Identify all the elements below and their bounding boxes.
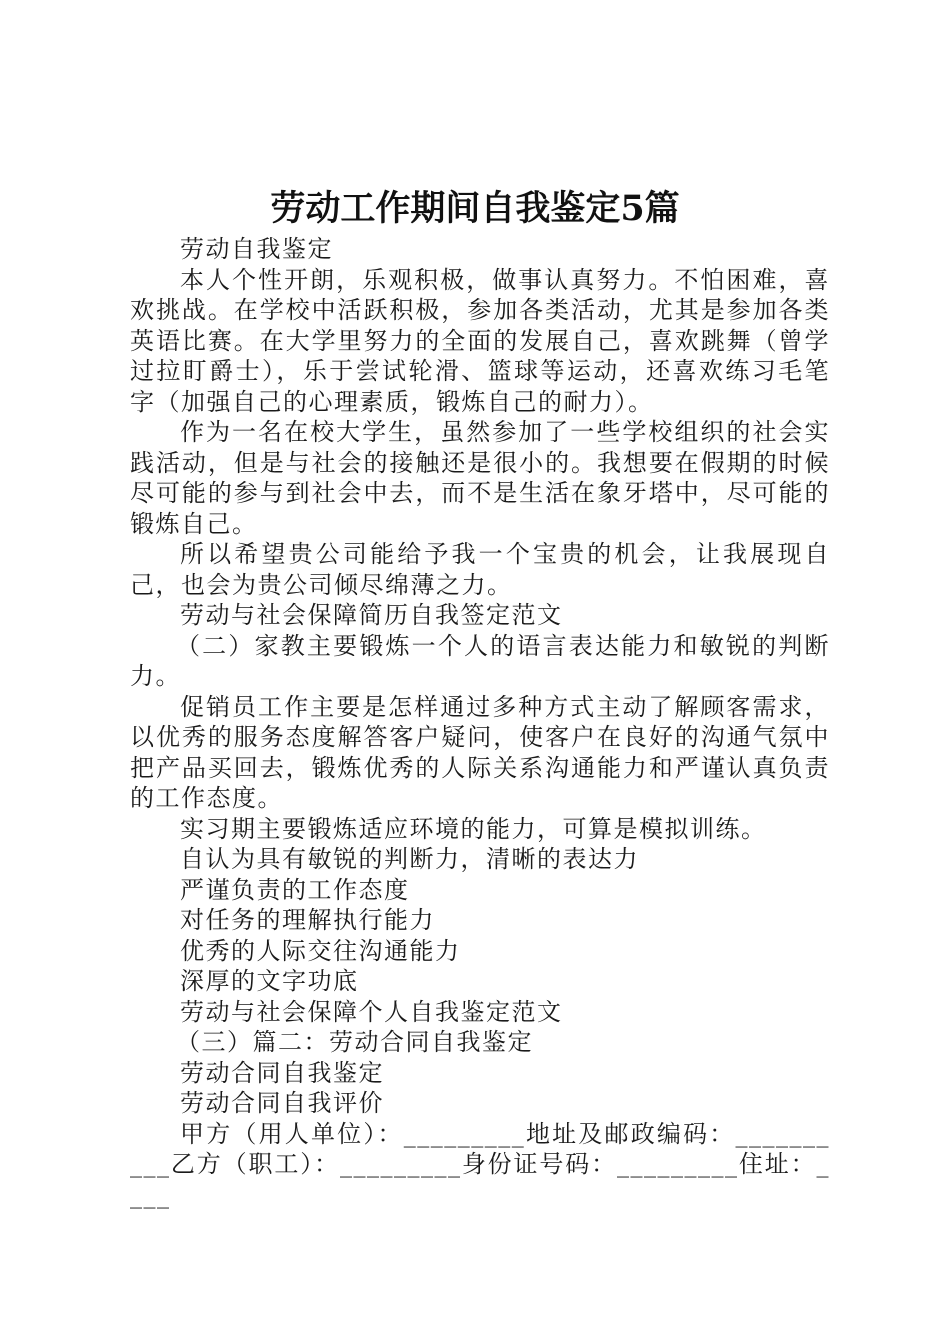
paragraph-tutoring: （二）家教主要锻炼一个人的语言表达能力和敏锐的判断力。 xyxy=(130,631,830,690)
list-item: 优秀的人际交往沟通能力 xyxy=(180,936,461,965)
paragraph-heading-labor-self-assessment: 劳动自我鉴定 xyxy=(180,235,333,263)
paragraph-contract-parties: 甲方（用人单位）：_________地址及邮政编码：__________乙方（职工）：_________身份证号码：_________住址：____ xyxy=(130,1119,830,1209)
paragraph-heading-contract-evaluation: 劳动合同自我评价 xyxy=(180,1089,384,1117)
paragraph-internship: 实习期主要锻炼适应环境的能力，可算是模拟训练。 xyxy=(180,814,767,843)
paragraph-personality: 本人个性开朗，乐观积极，做事认真努力。不怕困难，喜欢挑战。在学校中活跃积极，参加各类活动，尤其是参加各类英语比赛。在大学里努力的全面的发展自己，喜欢跳舞（曾学过拉盯爵士），乐于尝试轮滑、篮球等运动，还喜欢练习毛笔字（加强自己的心理素质，锻炼自己的耐力）。 xyxy=(130,265,830,416)
document-title: 劳动工作期间自我鉴定5篇 xyxy=(270,188,680,229)
paragraph-promoter-work: 促销员工作主要是怎样通过多种方式主动了解顾客需求，以优秀的服务态度解答客户疑问，使客户在良好的沟通气氛中把产品买回去，锻炼优秀的人际关系沟通能力和严谨认真负责的工作态度。 xyxy=(130,692,830,812)
paragraph-heading-personal-sample: 劳动与社会保障个人自我鉴定范文 xyxy=(180,997,563,1026)
list-item: 严谨负责的工作态度 xyxy=(180,875,410,904)
document-body xyxy=(130,234,830,1210)
paragraph-heading-part-two: （三）篇二：劳动合同自我鉴定 xyxy=(176,1028,533,1056)
list-item: 对任务的理解执行能力 xyxy=(180,906,435,934)
paragraph-heading-resume-sample: 劳动与社会保障简历自我签定范文 xyxy=(180,601,563,629)
paragraph-social-practice: 作为一名在校大学生，虽然参加了一些学校组织的社会实践活动，但是与社会的接触还是很小的。我想要在假期的时候尽可能的参与到社会中去，而不是生活在象牙塔中，尽可能的锻炼自己。 xyxy=(130,418,830,538)
list-item: 自认为具有敏锐的判断力，清晰的表达力 xyxy=(180,845,639,873)
paragraph-request-opportunity: 所以希望贵公司能给予我一个宝贵的机会，让我展现自己，也会为贵公司倾尽绵薄之力。 xyxy=(130,540,830,599)
paragraph-heading-contract-assessment: 劳动合同自我鉴定 xyxy=(180,1058,384,1087)
list-item: 深厚的文字功底 xyxy=(180,967,359,995)
